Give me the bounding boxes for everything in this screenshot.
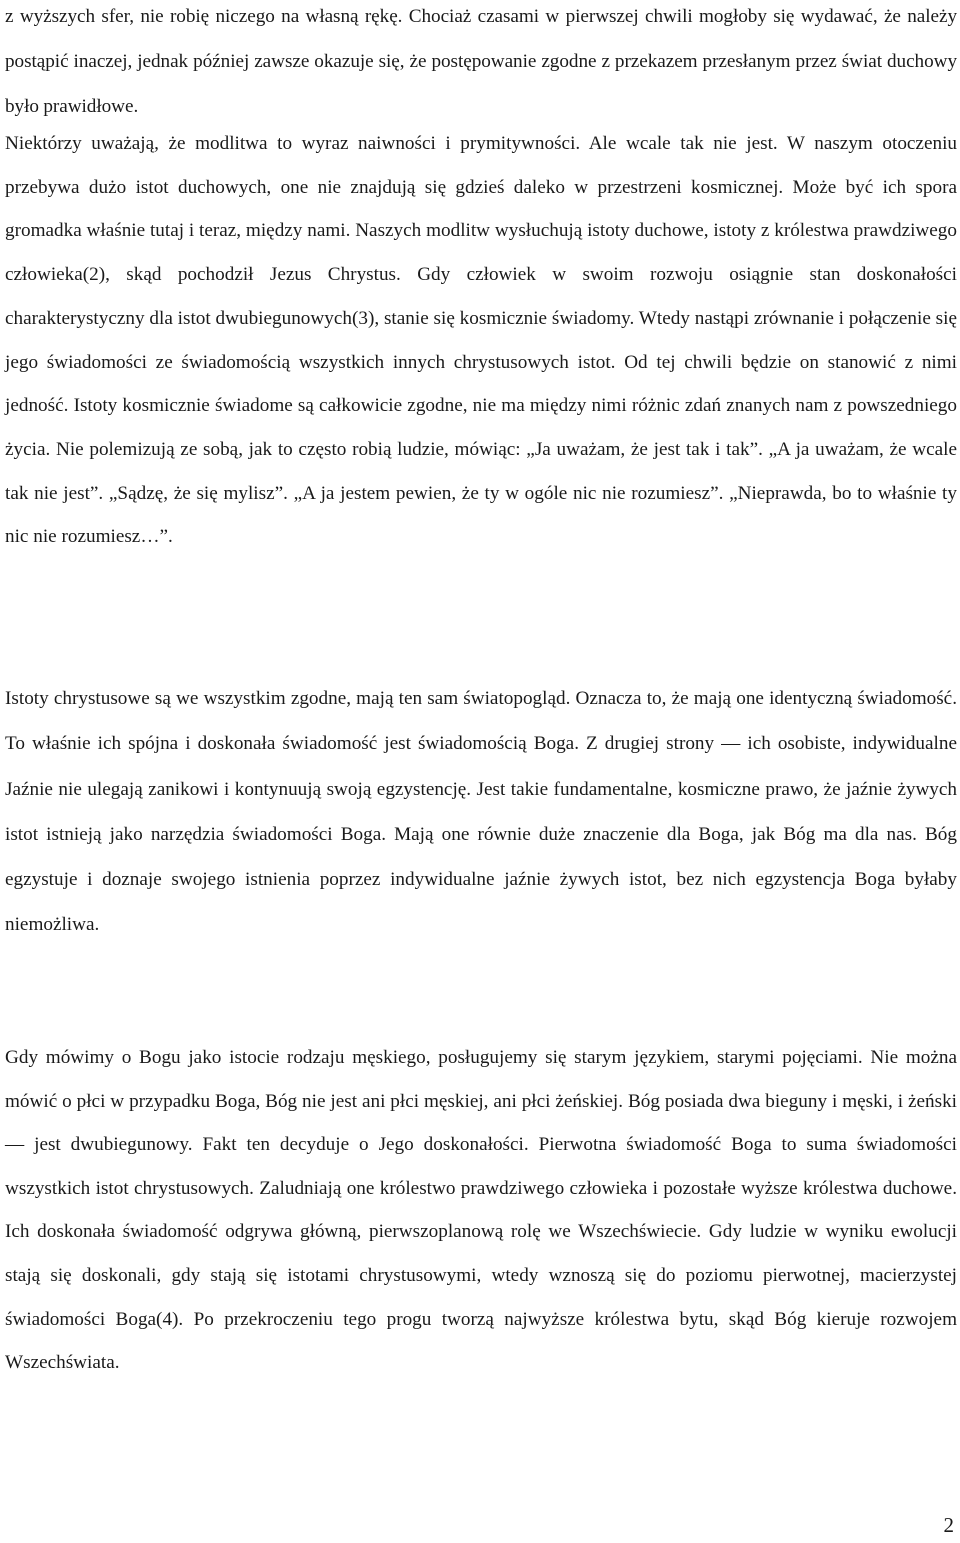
page-number: 2 [943,1513,954,1537]
paragraph-3: Istoty chrystusowe są we wszystkim zgodne, mają ten sam światopogląd. Oznacza to, że mają one identyczną świadomość. To właśnie ich spójna i doskonała świadomość jest świadomością Boga. Z drugiej strony — ich osobiste, indywidualne Jaźnie nie ulegają zanikowi i kontynuują swoją egzystencję. Jest takie fundamentalne, kosmiczne prawo, że jaźnie żywych istot istnieją jako narzędzia świadomości Boga. Mają one równie duże znaczenie dla Boga, jak Bóg ma dla nas. Bóg egzystuje i doznaje swojego istnienia poprzez indywidualne jaźnie żywych istot, bez nich egzystencja Boga byłaby niemożliwa. [5,688,957,936]
paragraph-1: z wyższych sfer, nie robię niczego na własną rękę. Chociaż czasami w pierwszej chwili mogłoby się wydawać, że należy postąpić inaczej, jednak później zawsze okazuje się, że postępowanie zgodne z przekazem przesłanym przez świat duchowy było prawidłowe. [5,6,957,117]
paragraph-2: Niektórzy uważają, że modlitwa to wyraz naiwności i prymitywności. Ale wcale tak nie jest. W naszym otoczeniu przebywa dużo istot duchowych, one nie znajdują się gdzieś daleko w przestrzeni kosmicznej. Może być ich spora gromadka właśnie tutaj i teraz, między nami. Naszych modlitw wysłuchują istoty duchowe, istoty z królestwa prawdziwego człowieka(2), skąd pochodził Jezus Chrystus. Gdy człowiek w swoim rozwoju osiągnie stan doskonałości charakterystyczny dla istot dwubiegunowych(3), stanie się kosmicznie świadomy. Wtedy nastąpi zrównanie i połączenie się jego świadomości ze świadomością wszystkich innych chrystusowych istot. Od tej chwili będzie on stanowić z nimi jedność. Istoty kosmicznie świadome są całkowicie zgodne, nie ma między nimi różnic zdań znanych nam z powszedniego życia. Nie polemizują ze sobą, jak to często robią ludzie, mówiąc: „Ja uważam, że jest tak i tak”. „A ja uważam, że wcale tak nie jest”. „Sądzę, że się mylisz”. „A ja jestem pewien, że ty w ogóle nic nie rozumiesz”. „Nieprawda, bo to właśnie ty nic nie rozumiesz…”. [5,133,957,548]
paragraph-4: Gdy mówimy o Bogu jako istocie rodzaju męskiego, posługujemy się starym językiem, starymi pojęciami. Nie można mówić o płci w przypadku Boga, Bóg nie jest ani płci męskiej, ani płci żeńskiej. Bóg posiada dwa bieguny i męski, i żeński — jest dwubiegunowy. Fakt ten decyduje o Jego doskonałości. Pierwotna świadomość Boga to suma świadomości wszystkich istot chrystusowych. Zaludniają one królestwo prawdziwego człowieka i pozostałe wyższe królestwa duchowe. Ich doskonała świadomość odgrywa główną, pierwszoplanową rolę we Wszechświecie. Gdy ludzie w wyniku ewolucji stają się doskonali, gdy stają się istotami chrystusowymi, wtedy wznoszą się do poziomu pierwotnej, macierzystej świadomości Boga(4). Po przekroczeniu tego progu tworzą najwyższe królestwa bytu, skąd Bóg kieruje rozwojem Wszechświata. [5,1047,957,1374]
